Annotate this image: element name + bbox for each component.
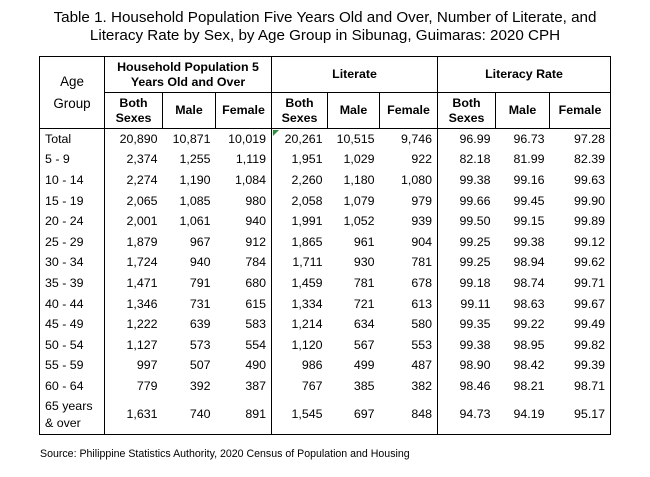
value-cell: 781: [353, 275, 375, 290]
value-cell: 904: [380, 231, 438, 252]
age-group-cell: Total: [40, 129, 105, 150]
value-cell: 615: [216, 293, 272, 314]
value-cell: 99.38: [438, 170, 496, 191]
value-cell: 639: [189, 317, 211, 332]
value-cell: 10,515: [328, 129, 380, 150]
age-group-cell: 15 - 19: [40, 190, 105, 211]
table-row: [40, 293, 611, 314]
value-cell: 1,127: [105, 334, 163, 355]
value-cell: 95.17: [550, 396, 611, 434]
value-cell: 1,865: [272, 231, 328, 252]
age-group-cell: 65 years & over: [40, 396, 105, 434]
value-cell: 99.35: [438, 314, 496, 335]
value-cell: 553: [380, 334, 438, 355]
table-row: [40, 314, 611, 335]
table-row: [40, 334, 611, 355]
group-header-literacy-rate: Literacy Rate: [438, 57, 611, 93]
table-title: [0, 9, 650, 45]
col-header-lit-male: Male: [328, 93, 380, 129]
value-cell: 731: [189, 296, 211, 311]
group-header-population: Household Population 5 Years Old and Over: [105, 57, 272, 93]
value-cell: 2,065: [105, 190, 163, 211]
value-cell: 99.38: [438, 334, 496, 355]
value-cell: 613: [380, 293, 438, 314]
value-cell: 2,274: [105, 170, 163, 191]
value-cell: 967: [189, 234, 211, 249]
table-row: [40, 190, 611, 211]
value-cell: 99.49: [550, 314, 611, 335]
table-row: [40, 376, 611, 397]
col-header-lit-both: Both Sexes: [272, 93, 328, 129]
value-cell: 2,260: [272, 170, 328, 191]
value-cell: 1,052: [343, 214, 375, 229]
value-cell: 9,746: [380, 129, 438, 150]
value-cell: 678: [380, 273, 438, 294]
value-cell: 1,471: [105, 273, 163, 294]
value-cell: 1,061: [179, 214, 211, 229]
value-cell: 487: [380, 355, 438, 376]
value-cell: 1,255: [179, 152, 211, 167]
value-cell: 740: [163, 396, 216, 434]
col-header-rate-male: Male: [496, 93, 550, 129]
value-cell: 1,991: [272, 211, 328, 232]
value-cell: 980: [216, 190, 272, 211]
value-cell: 1,879: [105, 231, 163, 252]
value-cell: 1,222: [105, 314, 163, 335]
value-cell: 567: [353, 337, 375, 352]
value-cell: 98.90: [438, 355, 496, 376]
value-cell: 99.22: [513, 317, 545, 332]
value-cell: 81.99: [513, 152, 545, 167]
value-cell: 99.12: [550, 231, 611, 252]
value-cell: 99.45: [513, 193, 545, 208]
title-line-2: Literacy Rate by Sex, by Age Group in Sibunag, Guimaras: 2020 CPH: [89, 27, 561, 44]
value-cell: 10,871: [163, 129, 216, 150]
value-cell: 499: [353, 358, 375, 373]
value-cell: 940: [189, 255, 211, 270]
value-cell: 99.25: [438, 252, 496, 273]
table-row: [40, 396, 611, 434]
age-group-header: Age Group: [40, 57, 105, 129]
value-cell: 82.18: [438, 149, 496, 170]
value-cell: 387: [216, 376, 272, 397]
value-cell: 1,631: [105, 396, 163, 434]
value-cell: 2,058: [272, 190, 328, 211]
value-cell: 697: [328, 396, 380, 434]
value-cell: 1,711: [272, 252, 328, 273]
value-cell: 912: [216, 231, 272, 252]
table-row: [40, 170, 611, 191]
age-group-cell: 35 - 39: [40, 273, 105, 294]
age-group-cell: 30 - 34: [40, 252, 105, 273]
literacy-table: [39, 56, 611, 435]
value-cell: 580: [380, 314, 438, 335]
age-group-cell: 25 - 29: [40, 231, 105, 252]
value-cell: 98.95: [513, 337, 545, 352]
age-group-cell: 5 - 9: [40, 149, 105, 170]
value-cell: 99.66: [438, 190, 496, 211]
value-cell: 2,001: [105, 211, 163, 232]
value-cell: 1,334: [272, 293, 328, 314]
value-cell: 99.90: [550, 190, 611, 211]
table-row: [40, 211, 611, 232]
value-cell: 961: [353, 234, 375, 249]
group-header-literate: Literate: [272, 57, 438, 93]
value-cell: 94.73: [438, 396, 496, 434]
age-group-cell: 10 - 14: [40, 170, 105, 191]
age-group-cell: 40 - 44: [40, 293, 105, 314]
value-cell: 1,459: [272, 273, 328, 294]
value-cell: 1,120: [272, 334, 328, 355]
value-cell: 20,261: [272, 129, 328, 150]
value-cell: 385: [353, 378, 375, 393]
value-cell: 573: [189, 337, 211, 352]
value-cell: 2,374: [105, 149, 163, 170]
value-cell: 791: [189, 275, 211, 290]
value-cell: 1,080: [380, 170, 438, 191]
value-cell: 979: [380, 190, 438, 211]
value-cell: 781: [380, 252, 438, 273]
value-cell: 680: [216, 273, 272, 294]
value-cell: 382: [380, 376, 438, 397]
value-cell: 891: [216, 396, 272, 434]
value-cell: 20,890: [105, 129, 163, 150]
value-cell: 1,079: [343, 193, 375, 208]
value-cell: 1,214: [272, 314, 328, 335]
value-cell: 99.18: [438, 273, 496, 294]
col-header-pop-female: Female: [216, 93, 272, 129]
value-cell: 10,019: [216, 129, 272, 150]
value-cell: 767: [272, 376, 328, 397]
value-cell: 930: [353, 255, 375, 270]
value-cell: 99.71: [550, 273, 611, 294]
value-cell: 997: [105, 355, 163, 376]
value-cell: 940: [216, 211, 272, 232]
value-cell: 583: [216, 314, 272, 335]
table-row: [40, 149, 611, 170]
value-cell: 98.21: [513, 378, 545, 393]
value-cell: 96.99: [438, 129, 496, 150]
value-cell: 99.67: [550, 293, 611, 314]
age-group-cell: 60 - 64: [40, 376, 105, 397]
age-group-cell: 55 - 59: [40, 355, 105, 376]
value-cell: 97.28: [550, 129, 611, 150]
value-cell: 94.19: [496, 396, 550, 434]
value-cell: 99.25: [438, 231, 496, 252]
table-row: [40, 252, 611, 273]
value-cell: 99.38: [513, 234, 545, 249]
value-cell: 554: [216, 334, 272, 355]
value-cell: 1,029: [343, 152, 375, 167]
value-cell: 99.39: [550, 355, 611, 376]
value-cell: 848: [380, 396, 438, 434]
col-header-rate-both: Both Sexes: [438, 93, 496, 129]
value-cell: 922: [380, 149, 438, 170]
table-body: [40, 129, 611, 435]
age-group-cell: 50 - 54: [40, 334, 105, 355]
value-cell: 1,346: [105, 293, 163, 314]
value-cell: 96.73: [496, 129, 550, 150]
col-header-rate-female: Female: [550, 93, 611, 129]
value-cell: 99.11: [438, 293, 496, 314]
value-cell: 99.15: [513, 214, 545, 229]
value-cell: 939: [380, 211, 438, 232]
title-line-1: Table 1. Household Population Five Years Old and Over, Number of Literate, and: [53, 9, 597, 26]
value-cell: 1,190: [179, 172, 211, 187]
col-header-pop-both: Both Sexes: [105, 93, 163, 129]
value-cell: 98.63: [513, 296, 545, 311]
table-row: [40, 231, 611, 252]
value-cell: 634: [353, 317, 375, 332]
cell-comment-marker: [273, 130, 279, 136]
value-cell: 1,724: [105, 252, 163, 273]
col-header-lit-female: Female: [380, 93, 438, 129]
table-row: [40, 355, 611, 376]
value-cell: 1,545: [272, 396, 328, 434]
value-cell: 721: [353, 296, 375, 311]
age-group-cell: 20 - 24: [40, 211, 105, 232]
value-cell: 98.42: [513, 358, 545, 373]
col-header-pop-male: Male: [163, 93, 216, 129]
value-cell: 99.50: [438, 211, 496, 232]
value-cell: 99.82: [550, 334, 611, 355]
value-cell: 98.46: [438, 376, 496, 397]
source-note: Source: Philippine Statistics Authority, 2020 Census of Population and Housing: [40, 448, 410, 460]
value-cell: 507: [189, 358, 211, 373]
value-cell: 986: [272, 355, 328, 376]
value-cell: 98.94: [513, 255, 545, 270]
table-row: [40, 273, 611, 294]
value-cell: 1,084: [216, 170, 272, 191]
value-cell: 784: [216, 252, 272, 273]
value-cell: 82.39: [550, 149, 611, 170]
value-cell: 490: [216, 355, 272, 376]
value-cell: 392: [189, 378, 211, 393]
value-cell: 1,951: [272, 149, 328, 170]
value-cell: 1,085: [179, 193, 211, 208]
value-cell: 99.89: [550, 211, 611, 232]
value-cell: 99.63: [550, 170, 611, 191]
value-cell: 99.62: [550, 252, 611, 273]
table-row: [40, 129, 611, 150]
value-cell: 98.74: [513, 275, 545, 290]
value-cell: 1,180: [343, 172, 375, 187]
value-cell: 99.16: [513, 172, 545, 187]
age-group-cell: 45 - 49: [40, 314, 105, 335]
value-cell: 779: [105, 376, 163, 397]
value-cell: 98.71: [550, 376, 611, 397]
value-cell: 1,119: [216, 149, 272, 170]
